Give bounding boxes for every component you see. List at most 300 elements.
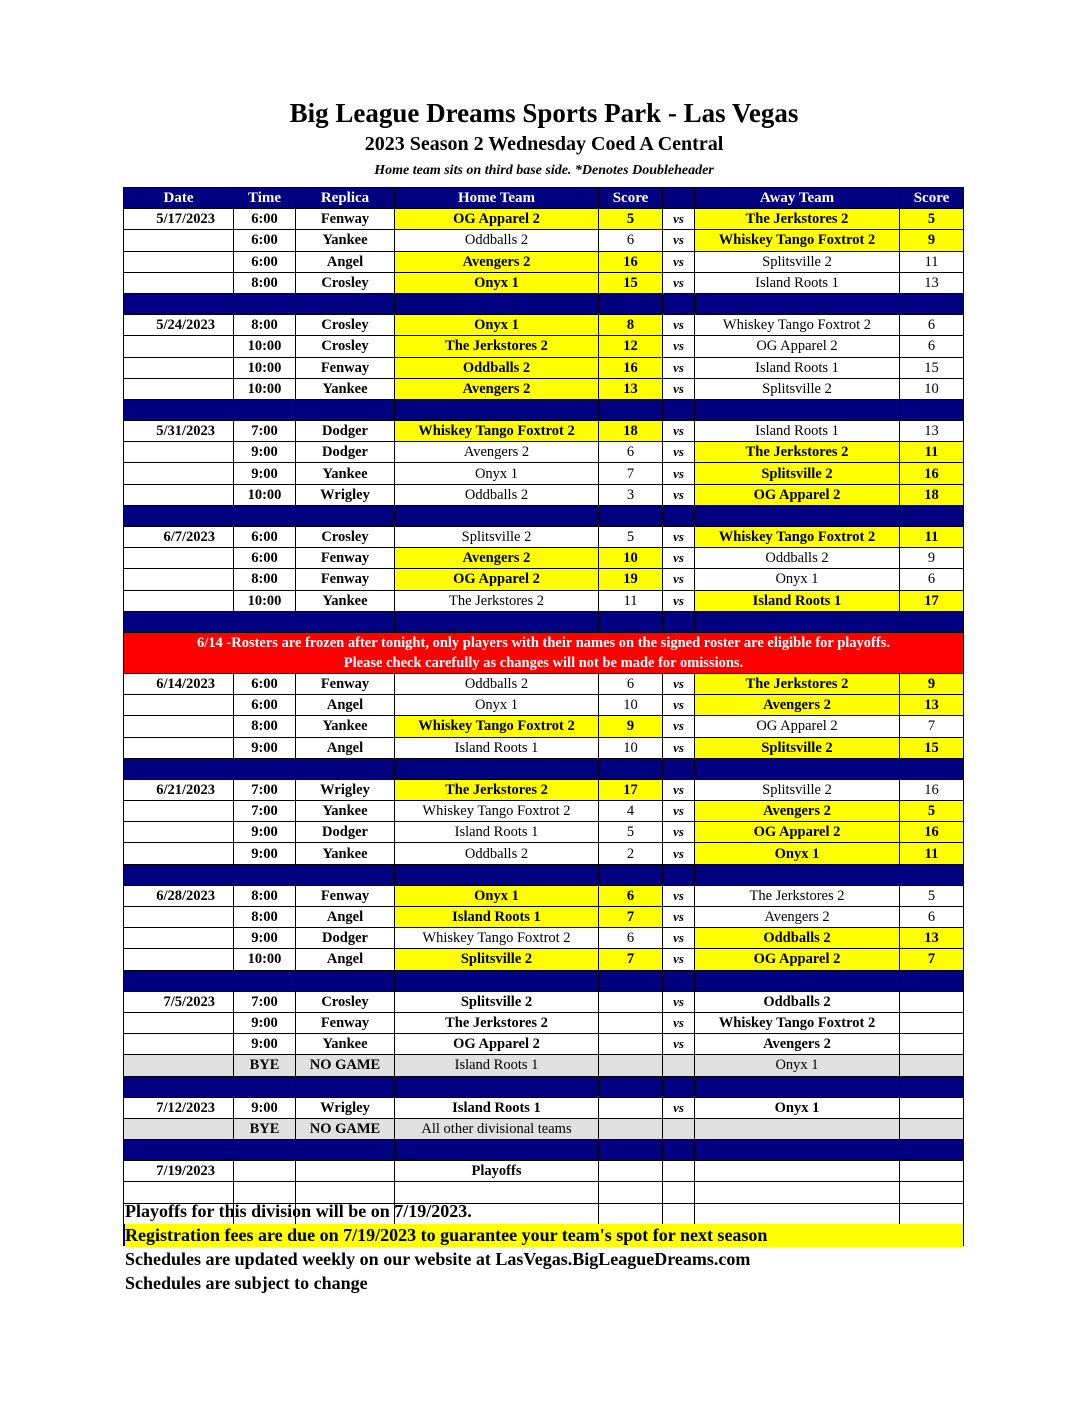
home-score-cell: 6 [599,673,663,694]
replica-cell: Yankee [296,590,395,611]
home-team-cell: Oddballs 2 [395,484,599,505]
date-cell [124,357,234,378]
away-team-cell: Avengers 2 [695,1034,900,1055]
game-row [124,463,964,484]
home-score-cell: 7 [599,949,663,970]
away-score-cell: 6 [900,336,964,357]
replica-cell: NO GAME [296,1118,395,1139]
away-score-cell: 18 [900,484,964,505]
separator-cell [695,1076,900,1097]
time-cell: 6:00 [234,209,296,230]
separator-cell [663,505,695,526]
date-cell [124,569,234,590]
separator-cell [395,505,599,526]
home-score-cell [599,991,663,1012]
home-score-cell: 5 [599,527,663,548]
time-cell: 9:00 [234,737,296,758]
time-cell: 7:00 [234,801,296,822]
replica-cell: Angel [296,737,395,758]
vs-cell: vs [663,548,695,569]
time-cell: 9:00 [234,1012,296,1033]
separator-cell [900,1076,964,1097]
replica-cell: Fenway [296,673,395,694]
time-cell: 6:00 [234,527,296,548]
replica-cell: Fenway [296,569,395,590]
home-team-cell: Island Roots 1 [395,737,599,758]
column-header-replica: Replica [296,188,395,209]
date-cell [124,1034,234,1055]
away-team-cell: Onyx 1 [695,1055,900,1076]
separator-cell [234,970,296,991]
column-header-home-team: Home Team [395,188,599,209]
separator-cell [124,864,234,885]
vs-cell [663,1055,695,1076]
replica-cell: Fenway [296,548,395,569]
away-team-cell: OG Apparel 2 [695,822,900,843]
vs-cell: vs [663,463,695,484]
separator-cell [296,864,395,885]
date-cell [124,336,234,357]
time-cell: 10:00 [234,378,296,399]
away-score-cell: 7 [900,949,964,970]
separator-cell [234,1140,296,1161]
week-separator-row [124,970,964,991]
date-cell: 5/24/2023 [124,315,234,336]
away-score-cell: 10 [900,378,964,399]
home-score-cell [599,1161,663,1182]
away-score-cell: 6 [900,315,964,336]
home-score-cell: 3 [599,484,663,505]
away-team-cell: OG Apparel 2 [695,484,900,505]
separator-cell [234,758,296,779]
separator-cell [234,399,296,420]
replica-cell: Angel [296,949,395,970]
separator-cell [124,399,234,420]
separator-cell [695,505,900,526]
replica-cell: Angel [296,907,395,928]
date-cell [124,843,234,864]
separator-cell [695,864,900,885]
home-score-cell: 4 [599,801,663,822]
separator-cell [124,611,234,632]
date-cell [124,484,234,505]
replica-cell [296,1161,395,1182]
time-cell: 7:00 [234,991,296,1012]
home-team-cell: Onyx 1 [395,315,599,336]
away-score-cell: 5 [900,209,964,230]
home-team-cell: Onyx 1 [395,695,599,716]
away-score-cell: 15 [900,357,964,378]
home-score-cell: 10 [599,548,663,569]
home-team-cell: Onyx 1 [395,463,599,484]
replica-cell: Yankee [296,716,395,737]
replica-cell: Angel [296,695,395,716]
time-cell: 8:00 [234,569,296,590]
separator-cell [663,758,695,779]
replica-cell: Crosley [296,527,395,548]
footer-playoffs-note: Playoffs for this division will be on 7/19/2023. [125,1201,472,1221]
away-score-cell: 9 [900,230,964,251]
away-team-cell: Oddballs 2 [695,548,900,569]
home-score-cell: 16 [599,251,663,272]
away-score-cell: 11 [900,527,964,548]
home-score-cell: 7 [599,907,663,928]
date-cell [124,949,234,970]
date-cell [124,801,234,822]
footer-change-note: Schedules are subject to change [125,1273,368,1293]
separator-cell [395,1076,599,1097]
date-cell [124,822,234,843]
home-team-cell: Onyx 1 [395,272,599,293]
away-score-cell: 15 [900,737,964,758]
away-score-cell [900,1097,964,1118]
week-separator-row [124,864,964,885]
time-cell: 8:00 [234,885,296,906]
replica-cell: Dodger [296,442,395,463]
game-row [124,1161,964,1182]
separator-cell [663,1140,695,1161]
column-header-home-score: Score [599,188,663,209]
home-score-cell: 18 [599,421,663,442]
home-team-cell: Avengers 2 [395,251,599,272]
week-separator-row [124,758,964,779]
separator-cell [695,1140,900,1161]
away-score-cell: 13 [900,695,964,716]
separator-cell [395,758,599,779]
time-cell: 10:00 [234,590,296,611]
time-cell: 8:00 [234,716,296,737]
home-team-cell: Island Roots 1 [395,907,599,928]
time-cell: 9:00 [234,463,296,484]
separator-cell [395,293,599,314]
replica-cell: Crosley [296,272,395,293]
away-score-cell: 11 [900,251,964,272]
separator-cell [599,1140,663,1161]
roster-notice [124,632,964,673]
home-team-cell: Whiskey Tango Foxtrot 2 [395,716,599,737]
separator-cell [296,970,395,991]
time-cell: BYE [234,1055,296,1076]
game-row [124,843,964,864]
separator-cell [296,1076,395,1097]
replica-cell: Fenway [296,209,395,230]
home-team-cell: The Jerkstores 2 [395,590,599,611]
away-team-cell: OG Apparel 2 [695,336,900,357]
away-team-cell: Oddballs 2 [695,991,900,1012]
bye-row [124,1055,964,1076]
vs-cell: vs [663,907,695,928]
game-row [124,230,964,251]
separator-cell [663,970,695,991]
home-score-cell: 10 [599,737,663,758]
home-team-cell: Oddballs 2 [395,230,599,251]
week-separator-row [124,1140,964,1161]
separator-cell [124,758,234,779]
date-cell: 6/21/2023 [124,779,234,800]
column-header-time: Time [234,188,296,209]
away-score-cell: 6 [900,907,964,928]
separator-cell [296,758,395,779]
separator-cell [695,758,900,779]
separator-cell [234,864,296,885]
home-team-cell: Oddballs 2 [395,673,599,694]
game-row [124,378,964,399]
vs-cell: vs [663,1034,695,1055]
date-cell: 6/7/2023 [124,527,234,548]
away-team-cell: Island Roots 1 [695,272,900,293]
game-row [124,991,964,1012]
home-team-cell: The Jerkstores 2 [395,336,599,357]
vs-cell: vs [663,822,695,843]
away-team-cell [695,1161,900,1182]
separator-cell [599,399,663,420]
game-row [124,1097,964,1118]
home-score-cell [599,1097,663,1118]
away-team-cell: Avengers 2 [695,801,900,822]
away-team-cell: Onyx 1 [695,569,900,590]
game-row [124,336,964,357]
home-team-cell: Avengers 2 [395,442,599,463]
away-score-cell: 11 [900,442,964,463]
separator-cell [296,1140,395,1161]
separator-cell [695,399,900,420]
game-row [124,695,964,716]
vs-cell: vs [663,1012,695,1033]
away-team-cell: Avengers 2 [695,695,900,716]
vs-cell: vs [663,991,695,1012]
replica-cell: Yankee [296,463,395,484]
vs-cell: vs [663,336,695,357]
game-row [124,673,964,694]
away-score-cell [900,1161,964,1182]
date-cell [124,442,234,463]
week-separator-row [124,399,964,420]
game-row [124,421,964,442]
footer-website-note: Schedules are updated weekly on our website at LasVegas.BigLeagueDreams.com [125,1249,751,1269]
away-score-cell: 13 [900,421,964,442]
away-score-cell: 5 [900,885,964,906]
home-team-cell: Splitsville 2 [395,991,599,1012]
home-score-cell [599,1034,663,1055]
separator-cell [900,758,964,779]
separator-cell [599,293,663,314]
replica-cell: Yankee [296,378,395,399]
home-score-cell: 6 [599,928,663,949]
separator-cell [296,505,395,526]
home-team-cell: OG Apparel 2 [395,1034,599,1055]
separator-cell [663,1076,695,1097]
separator-cell [234,611,296,632]
home-team-cell: Playoffs [395,1161,599,1182]
away-score-cell: 9 [900,673,964,694]
game-row [124,590,964,611]
replica-cell: Crosley [296,315,395,336]
replica-cell: Wrigley [296,1097,395,1118]
time-cell: 6:00 [234,548,296,569]
away-team-cell: The Jerkstores 2 [695,673,900,694]
time-cell: BYE [234,1118,296,1139]
game-row [124,272,964,293]
separator-cell [599,505,663,526]
away-team-cell: Whiskey Tango Foxtrot 2 [695,230,900,251]
time-cell: 9:00 [234,928,296,949]
game-row [124,251,964,272]
vs-cell: vs [663,885,695,906]
time-cell: 10:00 [234,484,296,505]
replica-cell: Yankee [296,230,395,251]
time-cell: 7:00 [234,421,296,442]
game-row [124,209,964,230]
away-team-cell: Splitsville 2 [695,779,900,800]
date-cell: 7/12/2023 [124,1097,234,1118]
home-score-cell: 6 [599,442,663,463]
date-cell: 6/14/2023 [124,673,234,694]
time-cell: 10:00 [234,336,296,357]
replica-cell: Crosley [296,336,395,357]
separator-cell [395,611,599,632]
roster-notice-line: 6/14 -Rosters are frozen after tonight, only players with their names on the signed roster are eligible for playoffs. [197,634,890,651]
column-header-date: Date [124,188,234,209]
away-team-cell: OG Apparel 2 [695,949,900,970]
vs-cell: vs [663,272,695,293]
away-score-cell: 5 [900,801,964,822]
date-cell [124,1055,234,1076]
replica-cell: Dodger [296,928,395,949]
away-score-cell: 16 [900,463,964,484]
home-team-cell: Onyx 1 [395,885,599,906]
separator-cell [663,864,695,885]
time-cell: 9:00 [234,442,296,463]
page-title: Big League Dreams Sports Park - Las Vegas [289,98,799,128]
home-score-cell: 10 [599,695,663,716]
separator-cell [296,611,395,632]
date-cell [124,907,234,928]
replica-cell: Fenway [296,1012,395,1033]
away-team-cell: Onyx 1 [695,843,900,864]
time-cell: 9:00 [234,843,296,864]
game-row [124,822,964,843]
date-cell [124,378,234,399]
away-score-cell: 11 [900,843,964,864]
replica-cell: Wrigley [296,484,395,505]
date-cell [124,928,234,949]
away-score-cell [900,1034,964,1055]
home-score-cell [599,1012,663,1033]
game-row [124,1034,964,1055]
home-score-cell [599,1055,663,1076]
home-score-cell: 7 [599,463,663,484]
vs-cell: vs [663,737,695,758]
home-score-cell: 16 [599,357,663,378]
footer-registration-note: Registration fees are due on 7/19/2023 to guarantee your team's spot for next season [125,1224,963,1247]
home-score-cell: 12 [599,336,663,357]
schedule-note: Home team sits on third base side. *Denotes Doubleheader [374,163,714,178]
away-team-cell: The Jerkstores 2 [695,209,900,230]
home-score-cell: 9 [599,716,663,737]
home-team-cell: Avengers 2 [395,378,599,399]
time-cell: 8:00 [234,315,296,336]
replica-cell: Dodger [296,421,395,442]
vs-cell: vs [663,357,695,378]
game-row [124,737,964,758]
home-team-cell: Oddballs 2 [395,357,599,378]
replica-cell: Fenway [296,885,395,906]
time-cell: 9:00 [234,1097,296,1118]
week-separator-row [124,293,964,314]
away-score-cell: 16 [900,822,964,843]
away-score-cell [900,1012,964,1033]
home-score-cell: 5 [599,822,663,843]
separator-cell [695,611,900,632]
time-cell: 10:00 [234,949,296,970]
game-row [124,779,964,800]
game-row [124,928,964,949]
game-row [124,357,964,378]
replica-cell: Fenway [296,357,395,378]
time-cell: 6:00 [234,251,296,272]
vs-cell: vs [663,230,695,251]
away-team-cell [695,1118,900,1139]
separator-cell [124,1140,234,1161]
separator-cell [900,1140,964,1161]
replica-cell: Wrigley [296,779,395,800]
away-team-cell: Avengers 2 [695,907,900,928]
separator-cell [900,293,964,314]
home-team-cell: Whiskey Tango Foxtrot 2 [395,801,599,822]
date-cell: 7/19/2023 [124,1161,234,1182]
vs-cell [663,1161,695,1182]
away-team-cell: Whiskey Tango Foxtrot 2 [695,1012,900,1033]
date-cell [124,230,234,251]
replica-cell: Crosley [296,991,395,1012]
game-row [124,801,964,822]
separator-cell [695,970,900,991]
date-cell: 6/28/2023 [124,885,234,906]
separator-cell [900,864,964,885]
away-score-cell: 9 [900,548,964,569]
separator-cell [599,758,663,779]
home-score-cell: 13 [599,378,663,399]
separator-cell [663,399,695,420]
game-row [124,885,964,906]
replica-cell: Angel [296,251,395,272]
replica-cell: Yankee [296,1034,395,1055]
home-team-cell: OG Apparel 2 [395,209,599,230]
away-team-cell: Island Roots 1 [695,421,900,442]
separator-cell [234,505,296,526]
separator-cell [900,970,964,991]
separator-cell [124,970,234,991]
separator-cell [900,611,964,632]
home-team-cell: Avengers 2 [395,548,599,569]
separator-cell [395,864,599,885]
date-cell [124,716,234,737]
vs-cell: vs [663,378,695,399]
away-score-cell [900,1118,964,1139]
date-cell [124,548,234,569]
home-score-cell [599,1118,663,1139]
date-cell [124,1118,234,1139]
date-cell: 7/5/2023 [124,991,234,1012]
separator-cell [663,293,695,314]
column-header-away-team: Away Team [695,188,900,209]
separator-cell [599,611,663,632]
away-team-cell: OG Apparel 2 [695,716,900,737]
time-cell: 8:00 [234,272,296,293]
away-score-cell [900,991,964,1012]
away-team-cell: Island Roots 1 [695,590,900,611]
away-score-cell: 17 [900,590,964,611]
